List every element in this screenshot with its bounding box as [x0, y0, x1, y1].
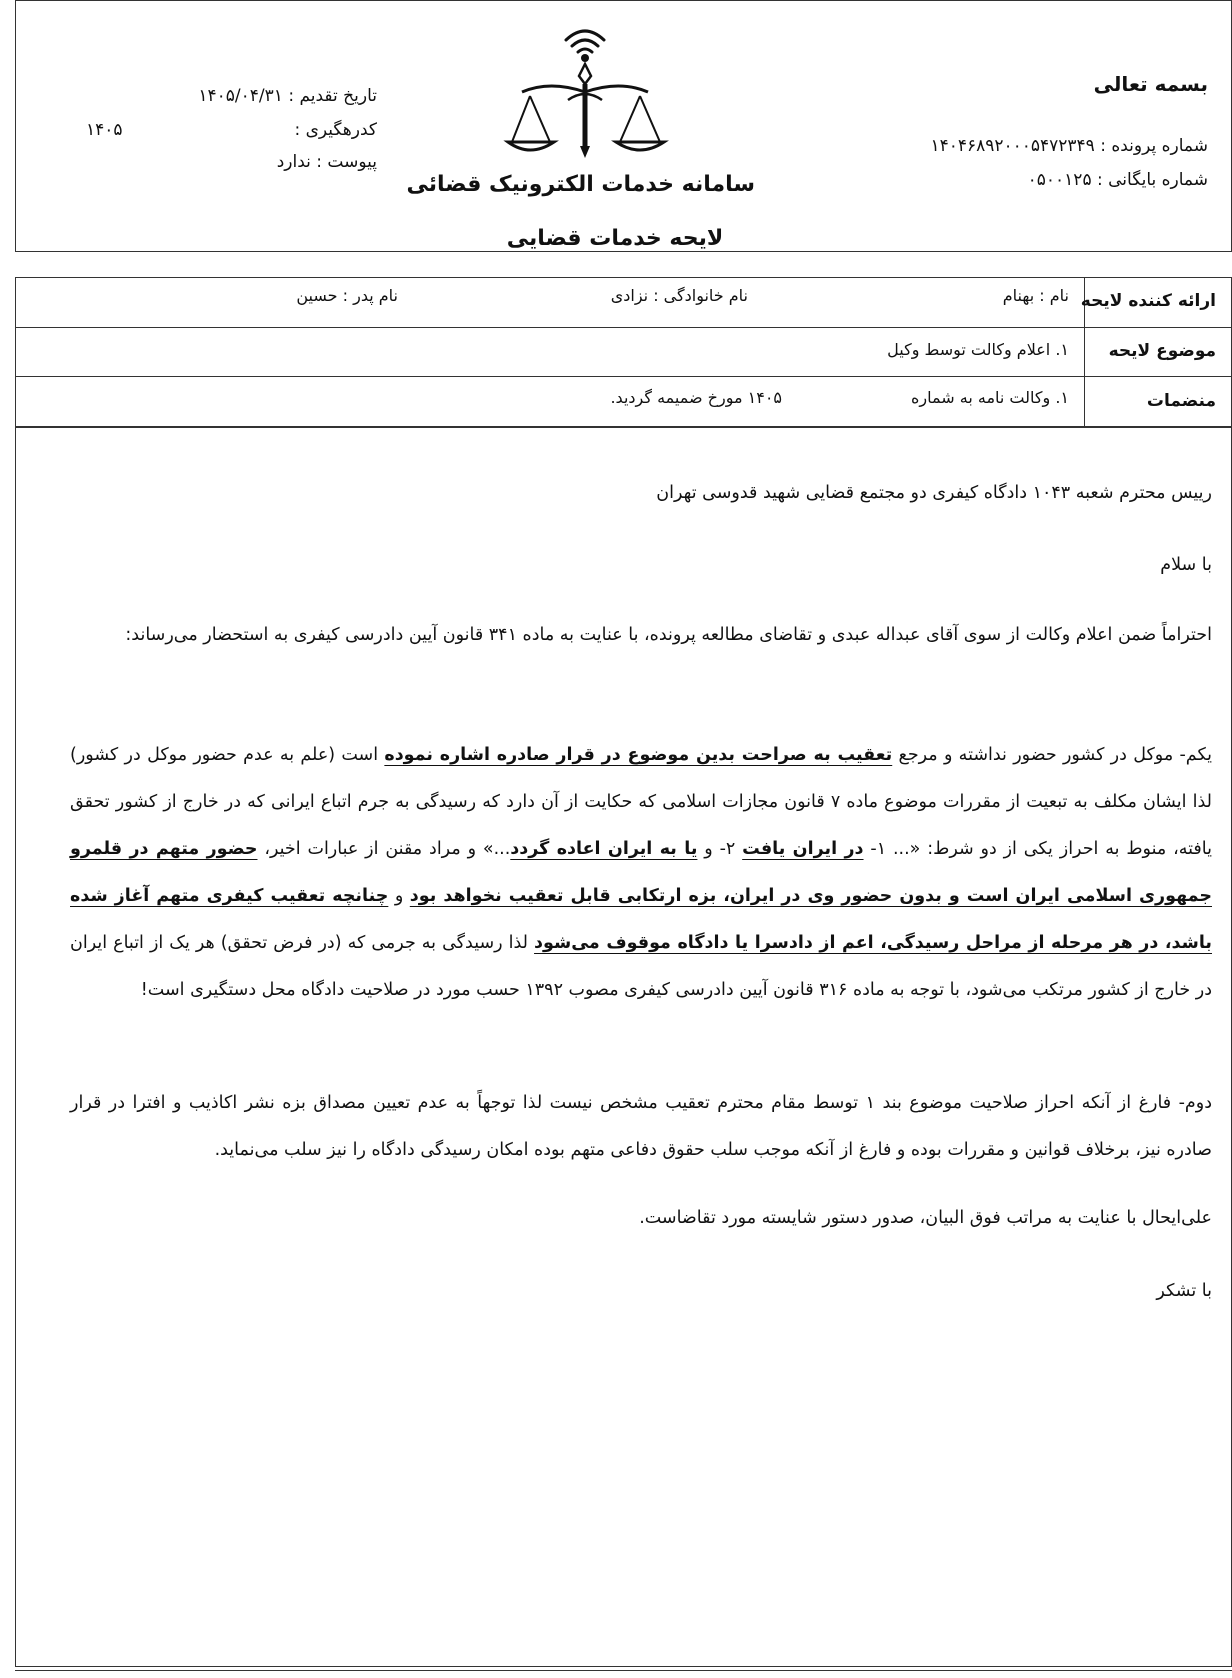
bismillah: بسمه تعالی	[1093, 72, 1208, 96]
p1-emphasis-suspended: چنانچه تعقیب کیفری متهم آغاز شده باشد، در هر مرحله از مراحل رسیدگی، اعم از دادسرا یا دادگاه موقوف می‌شود	[70, 886, 1212, 953]
table-row-divider	[15, 327, 1232, 328]
attachment-note: پیوست : ندارد	[276, 152, 377, 172]
last-name: نام خانوادگی : نزادی	[610, 286, 748, 305]
p1-emphasis-found-in-iran: در ایران یافت	[742, 839, 864, 859]
tracking-code: کدرهگیری :	[294, 120, 377, 140]
tracking-value: ۱۴۰۵	[86, 120, 123, 140]
first-name: نام : بهنام	[1002, 286, 1069, 305]
father-name: نام پدر : حسین	[296, 286, 398, 305]
p1-emphasis-prosecution: تعقیب به صراحت بدین موضوع در قرار صادره اشاره نموده	[384, 745, 893, 765]
case-number: شماره پرونده : ۱۴۰۴۶۸۹۲۰۰۰۵۴۷۲۳۴۹	[930, 136, 1208, 156]
attachments-label: منضمات	[1146, 391, 1216, 411]
paragraph-first	[70, 732, 1212, 1014]
attachments-value-1: ۱. وکالت نامه به شماره	[911, 388, 1069, 407]
p1-part-e: ۲- و	[697, 839, 743, 859]
paragraph-second: دوم- فارغ از آنکه احراز صلاحیت موضوع بند ۱ توسط مقام محترم تعقیب مشخص نیست لذا توجهاً به عدم تعیین مصداق بزه نشر اکاذیب و افترا در قرار صادره نیز، برخلاف قوانین و مقررات بوده و فارغ از آنکه موجب سلب حقوق دفاعی متهم بوده امکان رسیدگی دادگاه را نیز سلب می‌نماید.	[70, 1093, 1212, 1160]
judiciary-scales-logo	[500, 18, 670, 168]
submitter-label: ارائه کننده لایحه	[1080, 291, 1216, 311]
p1-part-a: یکم- موکل در کشور حضور نداشته و مرجع	[892, 745, 1212, 765]
greeting: با سلام	[1160, 555, 1212, 575]
p1-part-i: و	[388, 886, 410, 906]
footer-edge	[15, 1670, 1232, 1671]
attachments-value-2: ۱۴۰۵ مورخ ضمیمه گردید.	[610, 388, 782, 407]
paragraph-third: علی‌ایحال با عنایت به مراتب فوق البیان، صدور دستور شایسته مورد تقاضاست.	[639, 1208, 1212, 1228]
closing: با تشکر	[1156, 1281, 1212, 1301]
p1-part-g: ...» و مراد مقنن از عبارات اخیر،	[257, 839, 511, 859]
archive-number: شماره بایگانی : ۰۵۰۰۱۲۵	[1027, 170, 1208, 190]
intro-paragraph: احتراماً ضمن اعلام وکالت از سوی آقای عبداله عبدی و تقاضای مطالعه پرونده، با عنایت به ماده ۳۴۱ قانون آیین دادرسی کیفری به استحضار می‌رساند:	[125, 625, 1212, 645]
p1-part-c: است (علم به عدم حضور موکل در کشور) لذا ایشان مکلف به تبعیت از مقررات موضوع ماده ۷ قانون مجازات اسلامی که حکایت از آن دارد که رسیدگی به جرم اتباع ایرانی که در خارج از کشور تحقق یافته، منوط به احراز یکی از دو شرط: «... ۱-	[70, 745, 1212, 859]
addressee-line: رییس محترم شعبه ۱۰۴۳ دادگاه کیفری دو مجتمع قضایی شهید قدوسی تهران	[656, 483, 1212, 503]
subject-value: ۱. اعلام وکالت توسط وکیل	[887, 340, 1069, 359]
system-title: سامانه خدمات الکترونیک قضائی	[406, 172, 755, 197]
table-row-divider	[15, 376, 1232, 377]
submit-date: تاریخ تقدیم : ۱۴۰۵/۰۴/۳۱	[198, 86, 377, 106]
p1-emphasis-returned: یا به ایران اعاده گردد	[510, 839, 698, 859]
p1-emphasis-presence: حضور متهم در قلمرو جمهوری اسلامی ایران است و بدون حضور وی در ایران، بزه ارتکابی قابل تعقیب نخواهد بود	[70, 839, 1212, 906]
p1-part-k: لذا رسیدگی به جرمی که (در فرض تحقق) هر یک از اتباع ایران در خارج از کشور مرتکب می‌شود، با توجه به ماده ۳۱۶ قانون آیین دادرسی کیفری مصوب ۱۳۹۲ حسب مورد در صلاحیت دادگاه محل دستگیری است!	[70, 933, 1212, 1000]
subject-label: موضوع لایحه	[1108, 341, 1216, 361]
scales-icon	[500, 18, 670, 168]
document-title: لایحه خدمات قضایی	[506, 226, 724, 251]
